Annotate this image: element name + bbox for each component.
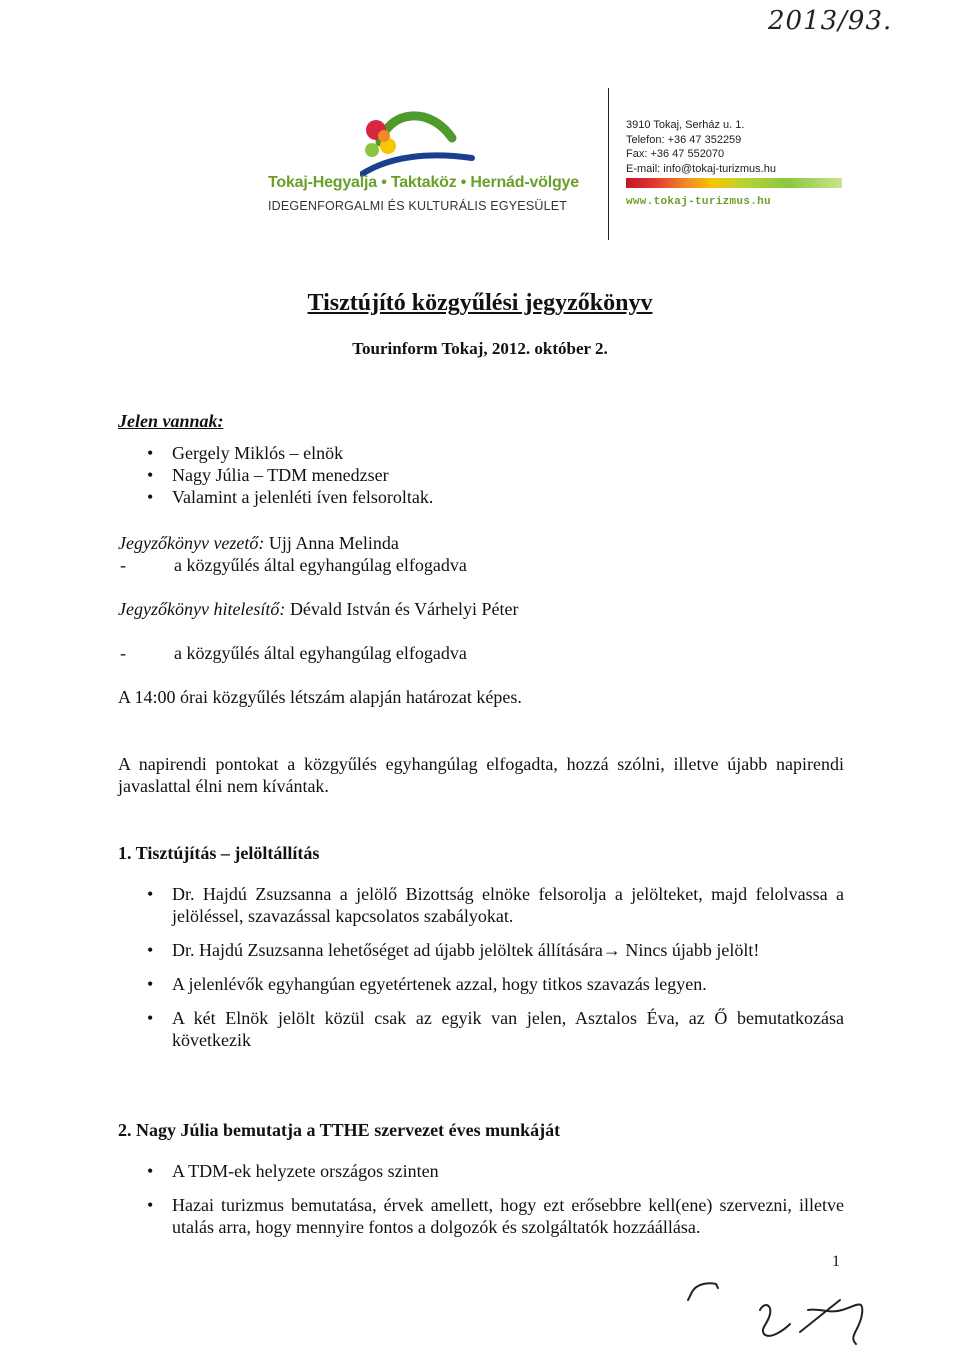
certifier-name: Dévald István és Várhelyi Péter bbox=[285, 599, 519, 619]
certifier-label: Jegyzőkönyv hitelesítő: bbox=[118, 599, 286, 619]
agenda-text: A napirendi pontokat a közgyűlés egyhangúlag elfogadta, hozzá szólni, illetve újabb napirendi javaslattal élni nem kívántak. bbox=[118, 754, 844, 796]
list-item: • A TDM-ek helyzete országos szinten bbox=[118, 1160, 844, 1182]
list-item: • A jelenlévők egyhangúan egyetértenek azzal, hogy titkos szavazás legyen. bbox=[118, 973, 844, 995]
section1-heading: 1. Tisztújítás – jelöltállítás bbox=[118, 843, 320, 863]
organization-name: Tokaj-Hegyalja • Taktaköz • Hernád-völgye bbox=[268, 174, 579, 191]
list-item: • Nagy Júlia – TDM menedzser bbox=[118, 464, 838, 486]
section2-list bbox=[118, 1160, 844, 1238]
organization-logo bbox=[360, 100, 480, 180]
list-item: • Gergely Miklós – elnök bbox=[118, 442, 838, 464]
header-divider bbox=[608, 88, 609, 240]
contact-fax: Fax: +36 47 552070 bbox=[626, 148, 725, 160]
list-item: • Dr. Hajdú Zsuzsanna a jelölő Bizottság elnöke felsorolja a jelölteket, majd felolvassa a jelöléssel, szavazással kapcsolatos szabályokat. bbox=[118, 883, 844, 927]
website-link[interactable]: www.tokaj-turizmus.hu bbox=[626, 196, 771, 208]
certifier-line bbox=[118, 598, 519, 620]
handwritten-signatures bbox=[680, 1270, 880, 1350]
keeper-name: Ujj Anna Melinda bbox=[264, 533, 399, 553]
contact-address: 3910 Tokaj, Serház u. 1. bbox=[626, 119, 745, 131]
section2-heading: 2. Nagy Júlia bemutatja a TTHE szervezet éves munkáját bbox=[118, 1120, 561, 1140]
section1-list bbox=[118, 883, 844, 1051]
attendees-heading: Jelen vannak: bbox=[118, 411, 224, 431]
keeper-label: Jegyzőkönyv vezető: bbox=[118, 533, 265, 553]
header-color-bar bbox=[626, 178, 842, 188]
list-item: • Dr. Hajdú Zsuzsanna lehetőséget ad újabb jelöltek állítására→ Nincs újabb jelölt! bbox=[118, 939, 844, 961]
attendees-list bbox=[118, 442, 838, 508]
certifier-note: - a közgyűlés által egyhangúlag elfogadva bbox=[118, 642, 960, 664]
document-title: Tisztújító közgyűlési jegyzőkönyv bbox=[307, 290, 653, 316]
list-item: • A két Elnök jelölt közül csak az egyik van jelen, Asztalos Éva, az Ő bemutatkozása következik bbox=[118, 1007, 844, 1051]
page-number: 1 bbox=[832, 1253, 840, 1270]
list-item: • Hazai turizmus bemutatása, érvek amellett, hogy ezt erősebbre kell(ene) szervezni, illetve utalás arra, hogy mennyire fontos a dolgozók és szolgáltatók hozzáállása. bbox=[118, 1194, 844, 1238]
contact-block bbox=[626, 118, 776, 176]
keeper-line bbox=[118, 532, 399, 554]
contact-phone: Telefon: +36 47 352259 bbox=[626, 133, 742, 146]
keeper-note: - a közgyűlés által egyhangúlag elfogadva bbox=[118, 554, 960, 576]
handwritten-reference-number: 2013/93. bbox=[768, 6, 893, 36]
quorum-text: A 14:00 órai közgyűlés létszám alapján határozat képes. bbox=[118, 687, 522, 707]
organization-subtitle: IDEGENFORGALMI ÉS KULTURÁLIS EGYESÜLET bbox=[268, 199, 568, 213]
document-subtitle: Tourinform Tokaj, 2012. október 2. bbox=[352, 339, 608, 358]
list-item: • Valamint a jelenléti íven felsoroltak. bbox=[118, 486, 838, 508]
contact-email: E-mail: info@tokaj-turizmus.hu bbox=[626, 162, 776, 175]
